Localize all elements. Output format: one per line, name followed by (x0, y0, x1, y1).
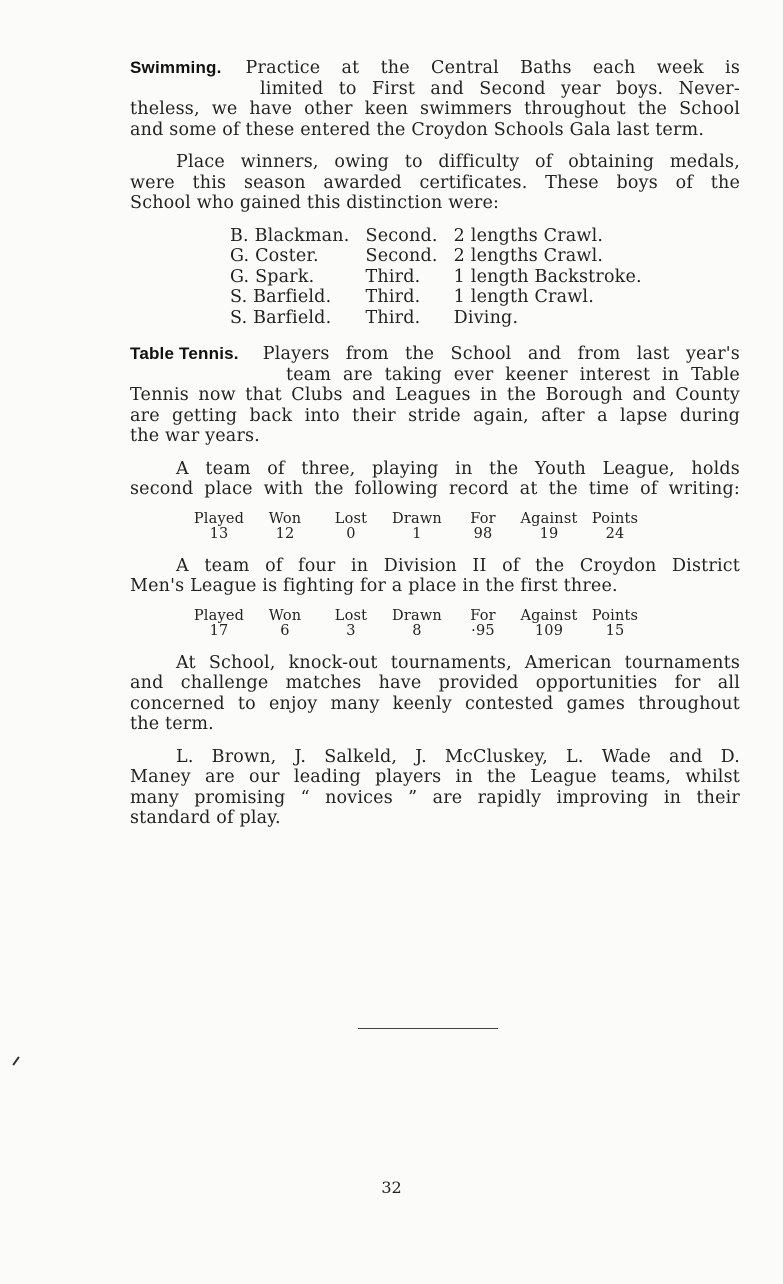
text-line: and challenge matches have provided opportunities for all (130, 673, 740, 693)
winner-row (230, 287, 658, 308)
text-line: the war years. (130, 426, 260, 446)
winner-place: Third. (365, 266, 421, 287)
stat-value: 15 (605, 622, 625, 639)
winner-event: 1 length Backstroke. (453, 266, 642, 287)
winner-event: 2 lengths Crawl. (453, 225, 604, 246)
text-line: Practice at the Central Baths each week is (245, 58, 740, 78)
stat-header: Won (268, 607, 302, 624)
stray-mark (12, 1056, 19, 1065)
stat-header: For (470, 510, 496, 527)
table-tennis-heading: Table Tennis. (130, 344, 239, 363)
text-line: At School, knock-out tournaments, American tournaments (176, 652, 740, 673)
winner-place: Second. (365, 225, 438, 246)
stat-value: 24 (605, 525, 625, 542)
swimming-heading: Swimming. (130, 58, 222, 77)
text-line: and some of these entered the Croydon Schools Gala last term. (130, 119, 705, 140)
mens-league-record-table (186, 609, 648, 639)
text-line: A team of four in Division II of the Croydon District (176, 555, 740, 576)
stat-header: Against (520, 510, 578, 527)
text-line: A team of three, playing in the Youth League, holds (176, 458, 740, 479)
stat-value: 13 (209, 525, 229, 542)
table-tennis-intro (130, 344, 740, 447)
text-line: many promising “ novices ” are rapidly improving in their (130, 787, 740, 808)
mens-league-paragraph (130, 556, 740, 597)
winner-name: S. Barfield. (230, 307, 332, 328)
text-line: theless, we have other keen swimmers throughout the School (130, 99, 740, 119)
stat-header: Points (591, 607, 639, 624)
youth-league-record-table (186, 512, 648, 542)
text-line: Place winners, owing to difficulty of obtaining medals, (176, 152, 740, 172)
winner-event: Diving. (453, 307, 519, 328)
text-line: Men's League is fighting for a place in the first three. (130, 576, 618, 596)
stat-value: 8 (412, 622, 422, 639)
winner-place: Second. (365, 246, 438, 266)
page-number: 32 (381, 1178, 402, 1197)
stat-value: 3 (346, 622, 356, 639)
winner-row (230, 308, 658, 329)
stat-header: Against (520, 607, 578, 624)
winner-row (230, 226, 658, 247)
swimming-winners-table (230, 226, 658, 329)
text-line: concerned to enjoy many keenly contested games throughout (130, 693, 740, 714)
text-line: standard of play. (130, 808, 281, 828)
winner-name: G. Coster. (230, 246, 319, 266)
stat-header: Played (193, 607, 245, 624)
text-line: were this season awarded certificates. These boys of the (130, 172, 740, 193)
text-line: Maney are our leading players in the League teams, whilst (130, 767, 740, 787)
stat-header: Played (193, 510, 245, 527)
winner-event: 2 lengths Crawl. (453, 246, 604, 266)
swimming-certificates (130, 152, 740, 214)
stat-value: 98 (473, 525, 493, 542)
stat-header: Points (591, 510, 639, 527)
text-line: team are taking ever keener interest in Table (286, 364, 740, 385)
winner-place: Third. (365, 287, 421, 307)
stat-value: 17 (209, 622, 229, 639)
youth-league-paragraph (130, 459, 740, 500)
leading-players-paragraph (130, 747, 740, 829)
stat-header: Won (268, 510, 302, 527)
stat-value: 0 (346, 525, 356, 542)
stat-header: Lost (334, 510, 368, 527)
stat-header: Drawn (392, 607, 442, 624)
text-line: are getting back into their stride again, after a lapse during (130, 405, 740, 426)
stat-header: Drawn (392, 510, 442, 527)
winner-name: B. Blackman. (230, 225, 350, 246)
winner-event: 1 length Crawl. (453, 287, 594, 307)
winner-row (230, 267, 658, 288)
stat-value: ·95 (471, 622, 495, 639)
winner-row (230, 246, 658, 267)
page-content (130, 58, 740, 841)
winner-name: S. Barfield. (230, 287, 332, 307)
winner-place: Third. (365, 307, 421, 328)
text-line: School who gained this distinction were: (130, 193, 500, 213)
swimming-intro (130, 58, 740, 140)
stat-header: Lost (334, 607, 368, 624)
section-divider (358, 1028, 498, 1029)
stat-value: 109 (534, 622, 564, 639)
text-line: Tennis now that Clubs and Leagues in the Borough and County (130, 385, 740, 405)
text-line: L. Brown, J. Salkeld, J. McCluskey, L. Wade and D. (176, 746, 740, 767)
text-line: second place with the following record at the time of writing: (130, 479, 740, 499)
stat-header: For (470, 607, 496, 624)
stat-value: 12 (275, 525, 295, 542)
text-line: limited to First and Second year boys. Never- (260, 78, 740, 99)
text-line: the term. (130, 714, 214, 734)
stat-value: 6 (280, 622, 290, 639)
winner-name: G. Spark. (230, 266, 315, 287)
school-tournaments-paragraph (130, 653, 740, 735)
text-line: Players from the School and from last year's (262, 344, 740, 364)
stat-value: 1 (412, 525, 422, 542)
stat-value: 19 (539, 525, 559, 542)
